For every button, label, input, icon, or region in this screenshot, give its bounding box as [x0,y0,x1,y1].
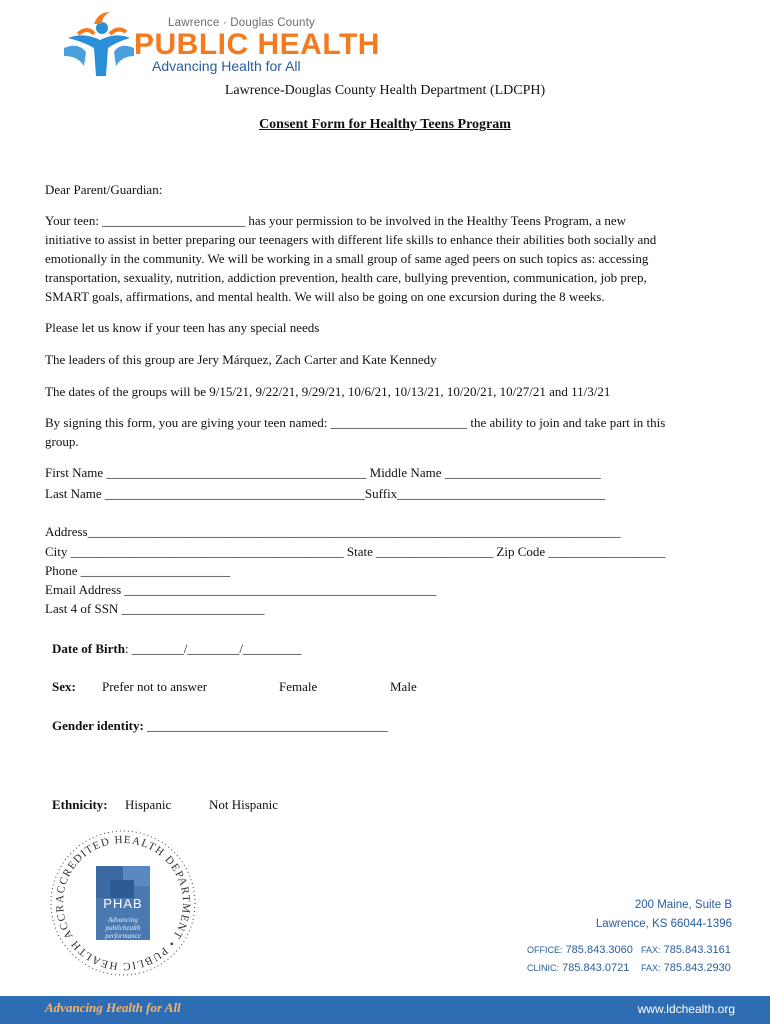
intro-line: SMART goals, affirmations, and mental health. We will also be going on one excursion during the 8 weeks. [45,289,605,304]
sex-option-male[interactable]: Male [390,679,417,694]
signing-paragraph [45,413,665,451]
intro-line: emotionally in the community. We will be working in a small group of same aged peers on such topics as: accessing [45,251,649,266]
address-field[interactable]: Address__________________________________________________________________________________ [45,524,621,539]
dates-text: The dates of the groups will be 9/15/21, 9/22/21, 9/29/21, 10/6/21, 10/13/21, 10/20/21, 10/27/21 and 11/3/21 [45,384,611,399]
gender-blank[interactable]: _____________________________________ [143,718,388,733]
gender-identity-field[interactable] [52,716,388,735]
ethnicity-option-hispanic[interactable]: Hispanic [125,797,172,812]
special-needs-text: Please let us know if your teen has any special needs [45,320,320,335]
seal-abbr: PHAB [103,896,143,911]
fax-1 [641,944,731,956]
clinic-number: 785.843.0721 [562,962,630,974]
seal-sub-line: performance [105,932,141,940]
city-state-zip-field[interactable]: City __________________________________________ State __________________ Zip Code __________________ [45,544,666,559]
fax-label: FAX: [641,963,661,973]
dob-blanks[interactable]: : ________/________/_________ [124,641,302,656]
gender-label: Gender identity: [52,718,144,733]
seal-sub-line: Advancing [108,916,138,924]
seal-ring-text: ACCREDITED HEALTH DEPARTMENT • PUBLIC HEALTH ACCR [53,833,193,973]
address-line-2: Lawrence, KS 66044-1396 [595,918,732,930]
fax-2 [641,962,731,974]
form-title: Consent Form for Healthy Teens Program [259,117,511,132]
first-name-field[interactable]: First Name ________________________________________ Middle Name ________________________ [45,465,601,480]
logo-county-text: Lawrence · Douglas County [168,17,315,29]
ssn-field[interactable]: Last 4 of SSN ______________________ [45,601,265,616]
fax-number: 785.843.2930 [663,962,731,974]
leaders-text: The leaders of this group are Jery Márquez, Zach Carter and Kate Kennedy [45,352,437,367]
department-name: Lawrence-Douglas County Health Department (LDCPH) [224,83,546,98]
phab-seal [48,828,198,978]
intro-paragraph [45,211,656,306]
logo-title: PUBLIC HEALTH [134,28,380,61]
fax-number: 785.843.3161 [663,944,731,956]
office-label: OFFICE: [527,945,563,955]
address-line-1: 200 Maine, Suite B [634,899,732,911]
phone-field[interactable]: Phone _______________________ [45,563,231,578]
intro-line: Your teen: ______________________ has your permission to be involved in the Healthy Teens Program, a new [45,213,627,228]
sex-option-female[interactable]: Female [279,679,318,694]
seal-subtext [96,916,150,940]
signing-line: By signing this form, you are giving your teen named: _____________________ the ability to join and take part in this [45,415,666,430]
dob-label: Date of Birth [52,641,125,656]
intro-line: transportation, sexuality, nutrition, addiction prevention, health care, bullying prevention, communication, job prep, [45,270,647,285]
seal-sub-line: publichealth [105,924,141,932]
logo-flame-icon [92,10,112,26]
greeting: Dear Parent/Guardian: [45,182,163,197]
ethnicity-label: Ethnicity: [52,797,108,812]
signing-line: group. [45,434,79,449]
last-name-field[interactable]: Last Name ________________________________________Suffix________________________________ [45,486,606,501]
email-field[interactable]: Email Address ________________________________________________ [45,582,437,597]
fax-label: FAX: [641,945,661,955]
dob-field[interactable] [52,639,302,658]
logo-tagline: Advancing Health for All [152,58,301,74]
office-number: 785.843.3060 [565,944,633,956]
logo-figure-icon [64,20,134,78]
sex-option-prefer-not[interactable]: Prefer not to answer [102,679,208,694]
office-phone [527,944,633,956]
intro-line: initiative to assist in better preparing our teenagers with different life skills to enhance their abilities both socially and [45,232,657,247]
sex-label: Sex: [52,679,76,694]
ethnicity-option-not-hispanic[interactable]: Not Hispanic [209,797,278,812]
website-link[interactable]: www.ldchealth.org [637,1002,735,1016]
footer-tagline: Advancing Health for All [45,1000,181,1015]
clinic-phone [527,962,629,974]
clinic-label: CLINIC: [527,963,560,973]
